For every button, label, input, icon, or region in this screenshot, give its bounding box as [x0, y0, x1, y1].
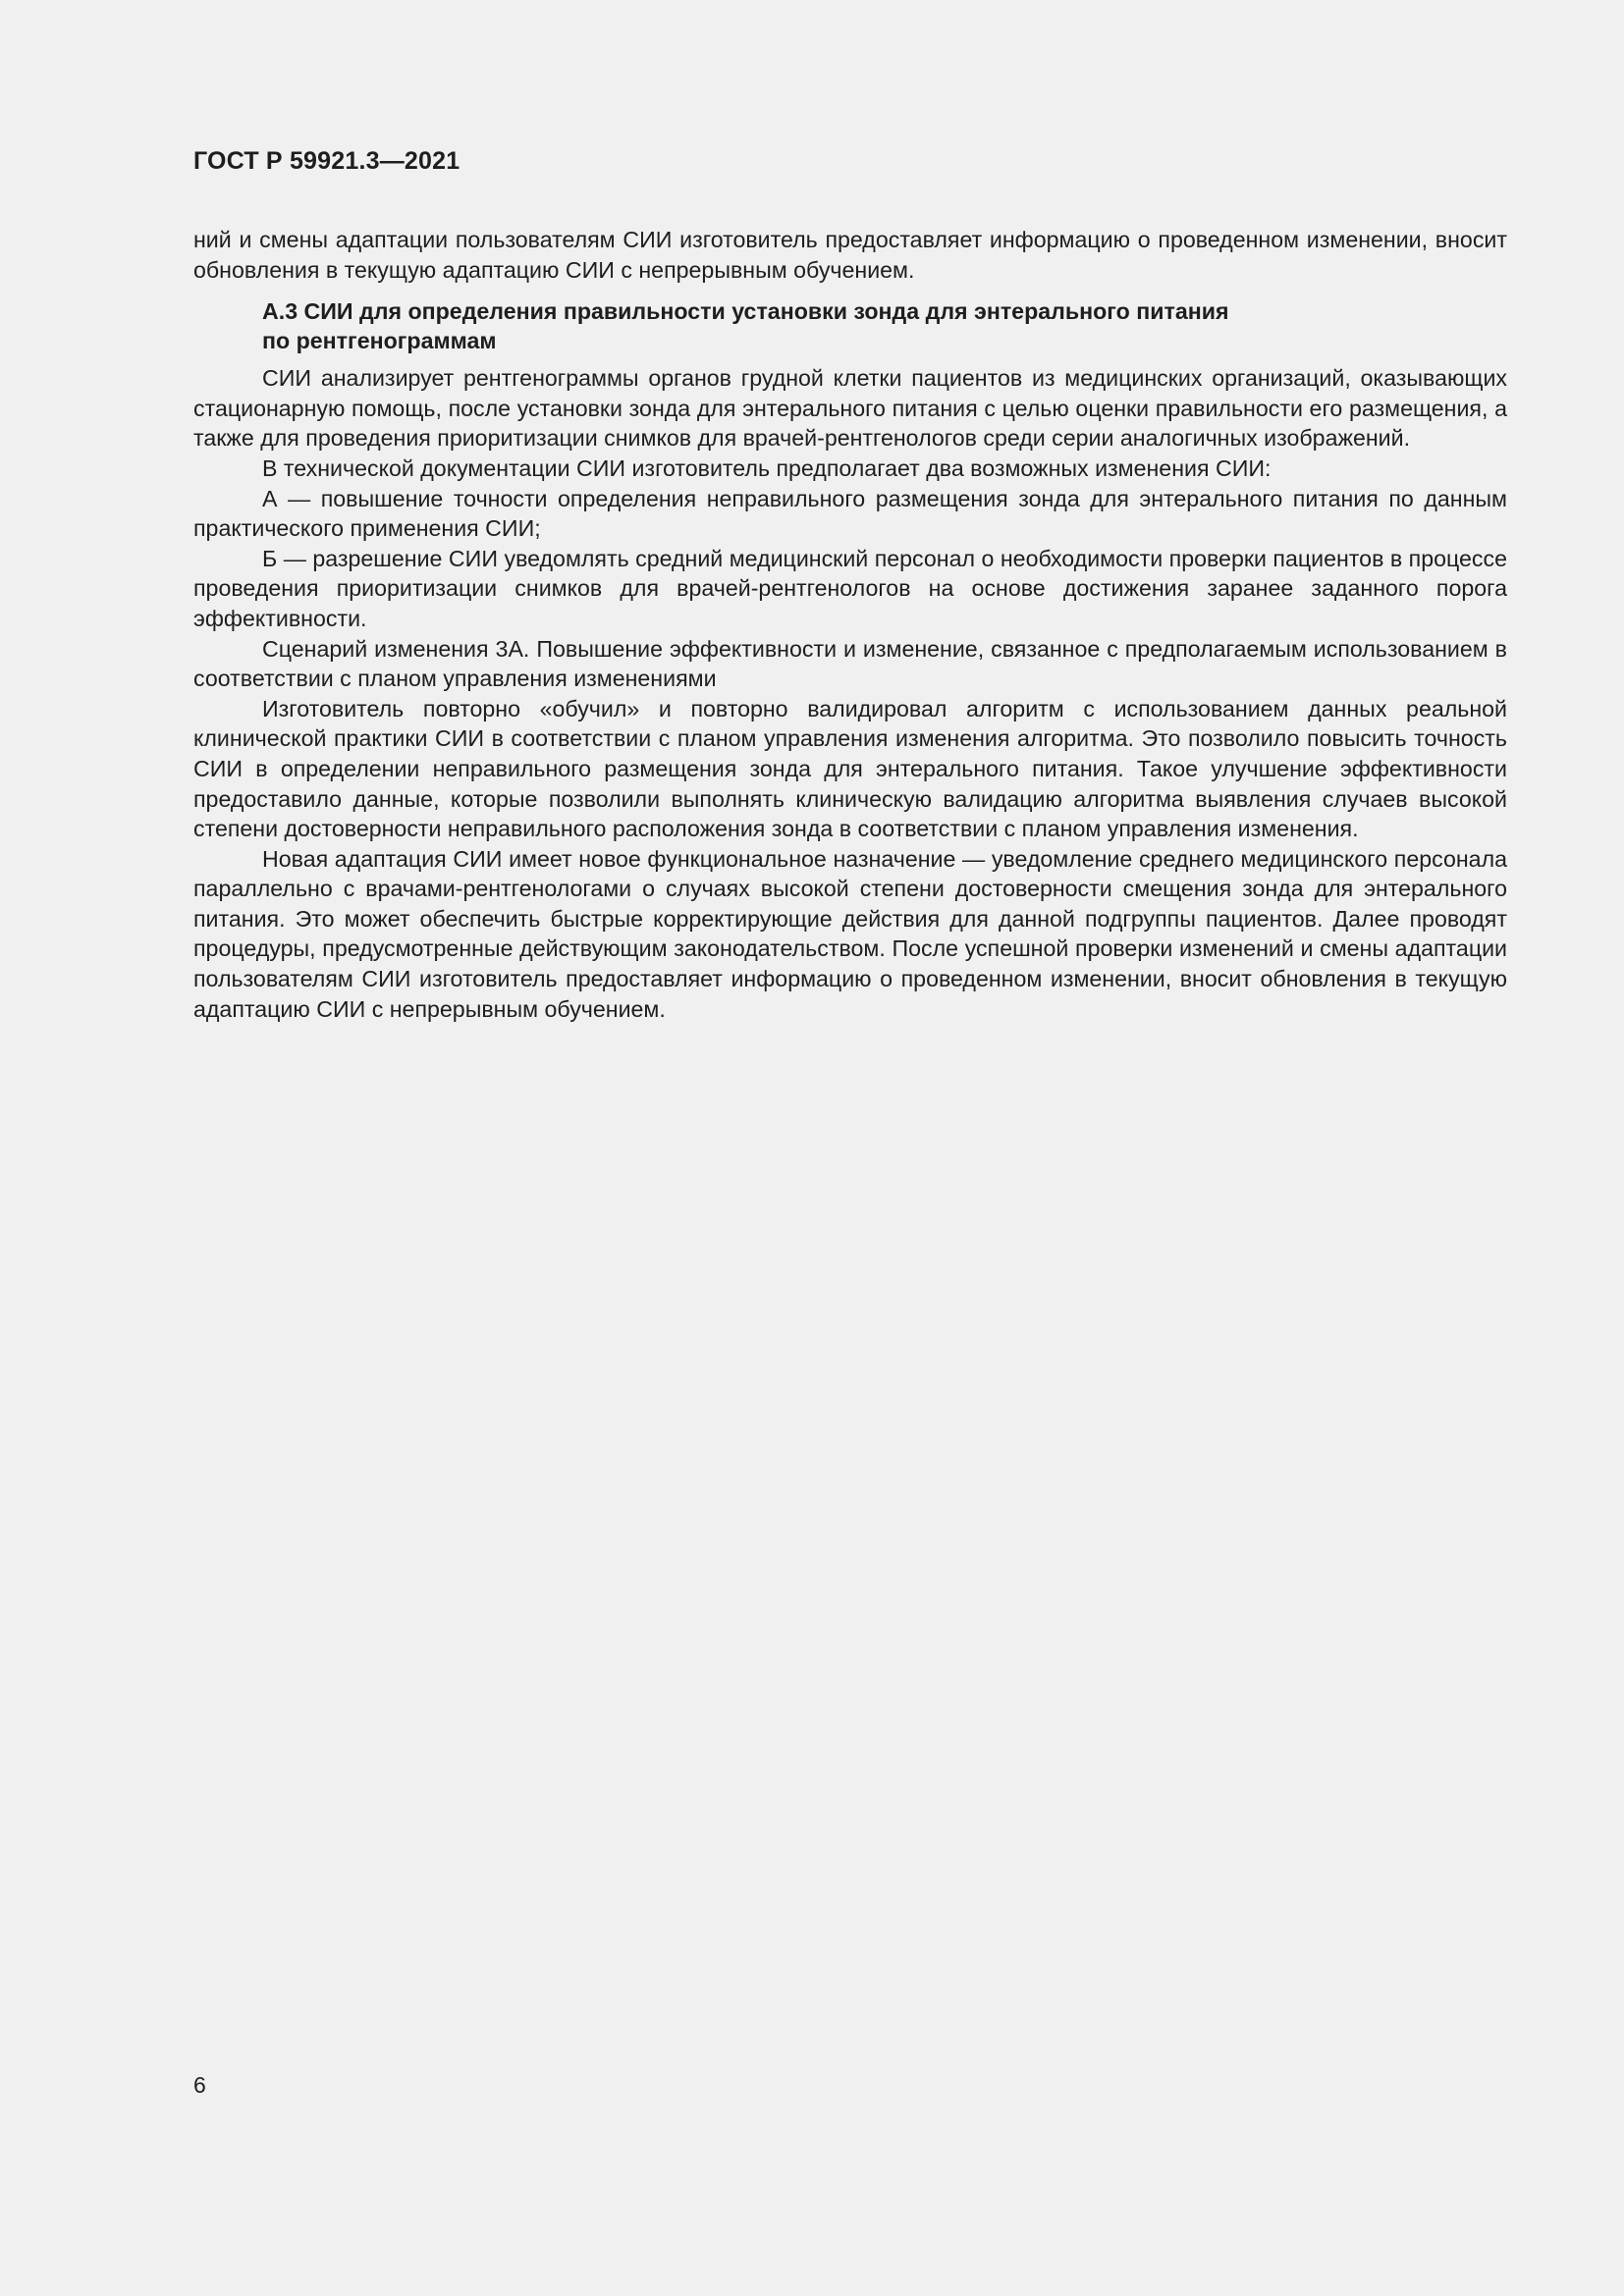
paragraph-scenario-retraining: Изготовитель повторно «обучил» и повторно валидировал алгоритм с использованием данных реальной клинической практики СИИ в соответствии с планом управления изменения алгоритма. Это позволило повысить точность СИИ в определении неправильного размещения зонда для энтерального питания. Такое улучшение эффективности предоставило данные, которые позволили выполнять клиническую валидацию алгоритма выявления случаев высокой степени достоверности неправильного расположения зонда в соответствии с планом управления изменения. [193, 695, 1507, 842]
section-heading [193, 296, 1507, 355]
paragraph-scenario-title: Сценарий изменения 3А. Повышение эффективности и изменение, связанное с предполагаемым использованием в соответствии с планом управления изменениями [193, 635, 1507, 692]
paragraph-intro: СИИ анализирует рентгенограммы органов грудной клетки пациентов из медицинских организаций, оказывающих стационарную помощь, после установки зонда для энтерального питания с целью оценки правильности его размещения, а также для проведения приоритизации снимков для врачей-рентгенологов среди серии аналогичных изображений. [193, 365, 1507, 452]
paragraph-new-adaptation: Новая адаптация СИИ имеет новое функциональное назначение — уведомление среднего медицинского персонала параллельно с врачами-рентгенологами о случаях высокой степени достоверности смещения зонда для энтерального питания. Это может обеспечить быстрые корректирующие действия для данной подгруппы пациентов. Далее проводят процедуры, предусмотренные действующим законодательством. После успешной проверки изменений и смены адаптации пользователям СИИ изготовитель предоставляет информацию о проведенном изменении, вносит обновления в текущую адаптацию СИИ с непрерывным обучением. [193, 845, 1507, 1022]
page-number: 6 [193, 2072, 206, 2098]
document-header: ГОСТ Р 59921.3—2021 [193, 147, 460, 175]
section-heading-line-1: А.3 СИИ для определения правильности установки зонда для энтерального питания [262, 298, 1229, 325]
paragraph-change-a: А — повышение точности определения неправильного размещения зонда для энтерального питания по данным практического применения СИИ; [193, 485, 1507, 542]
paragraph-changes-list-intro: В технической документации СИИ изготовитель предполагает два возможных изменения СИИ: [262, 454, 1272, 481]
document-body [193, 225, 1507, 1024]
continuation-paragraph: ний и смены адаптации пользователям СИИ изготовитель предоставляет информацию о проведенном изменении, вносит обновления в текущую адаптацию СИИ с непрерывным обучением. [193, 227, 1507, 283]
section-heading-line-2: по рентгенограммам [262, 328, 497, 354]
paragraph-change-b: Б — разрешение СИИ уведомлять средний медицинский персонал о необходимости проверки пациентов в процессе проведения приоритизации снимков для врачей-рентгенологов на основе достижения заранее заданного порога эффективности. [193, 545, 1507, 631]
